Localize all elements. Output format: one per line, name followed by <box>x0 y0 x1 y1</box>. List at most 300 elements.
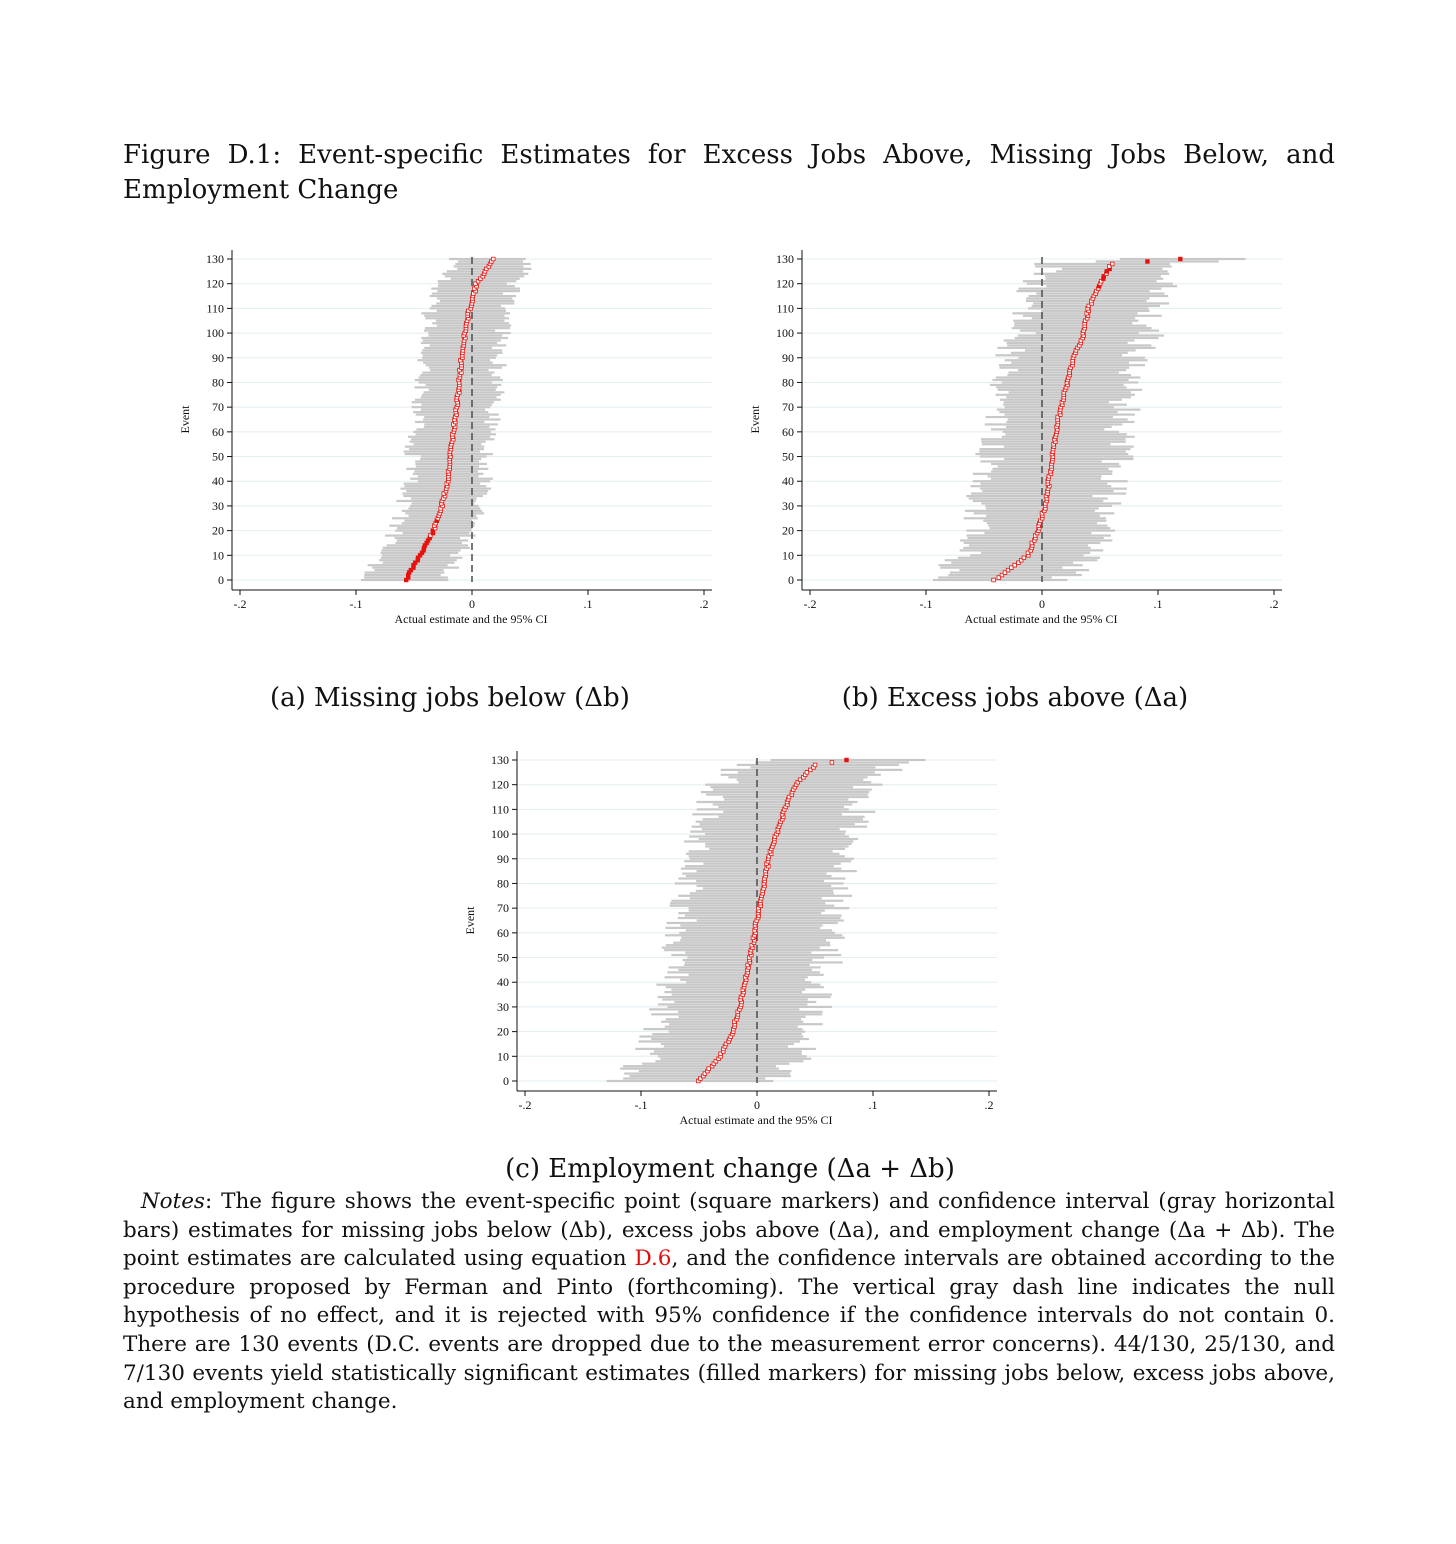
ci-bar <box>679 1016 806 1018</box>
ci-bar <box>997 409 1141 411</box>
notes-lead: Notes <box>140 1189 205 1214</box>
y-tick-label: 80 <box>212 375 224 390</box>
ci-bar <box>1036 292 1164 294</box>
ci-bar <box>966 495 1092 497</box>
point-estimate <box>813 763 817 767</box>
y-tick-label: 90 <box>212 350 224 365</box>
ci-bar <box>685 914 842 916</box>
y-tick-label: 50 <box>497 950 509 965</box>
ci-bar <box>1035 265 1172 267</box>
ci-bar <box>670 905 835 907</box>
ci-bar <box>426 384 502 386</box>
y-tick-label: 90 <box>497 851 509 866</box>
ci-bar <box>437 290 520 292</box>
ci-bar <box>1046 285 1177 287</box>
y-tick-label: 90 <box>782 350 794 365</box>
ci-bar <box>368 564 448 566</box>
ci-bar <box>620 1068 779 1070</box>
y-tick-label: 100 <box>491 827 509 842</box>
ci-bar <box>987 475 1101 477</box>
y-tick-label: 110 <box>206 301 224 316</box>
ci-bar <box>1033 302 1169 304</box>
ci-bar <box>662 947 820 949</box>
ci-bar <box>654 1050 802 1052</box>
ci-bar <box>669 1023 822 1025</box>
ci-bar <box>430 344 507 346</box>
ci-bar <box>680 979 805 981</box>
ci-bar <box>682 872 826 874</box>
ci-bar <box>667 922 838 924</box>
ci-bar <box>667 971 820 973</box>
ci-bar <box>951 562 1073 564</box>
ci-bar <box>660 1058 811 1060</box>
y-tick-label: 60 <box>782 424 794 439</box>
ci-bar <box>1056 270 1167 272</box>
ci-bar <box>423 418 500 420</box>
ci-bar <box>678 895 852 897</box>
ci-bar <box>1002 436 1135 438</box>
ci-bar <box>950 571 1076 573</box>
y-tick-label: 120 <box>206 276 224 291</box>
ci-bar <box>684 840 853 842</box>
ci-bar <box>431 305 501 307</box>
ci-bar <box>1014 325 1147 327</box>
y-tick-label: 40 <box>497 975 509 990</box>
ci-bar <box>981 483 1108 485</box>
y-tick-label: 120 <box>776 276 794 291</box>
ci-bar <box>697 808 849 810</box>
ci-bar <box>666 944 831 946</box>
ci-bar <box>998 389 1142 391</box>
ci-bar <box>965 510 1095 512</box>
ci-bar <box>364 574 440 576</box>
ci-bar <box>669 1031 806 1033</box>
y-tick-label: 80 <box>782 375 794 390</box>
ci-bar <box>397 539 468 541</box>
ci-bar <box>671 989 805 991</box>
ci-bar <box>678 1011 823 1013</box>
ci-bar <box>665 976 808 978</box>
ci-bar <box>1028 295 1168 297</box>
ci-bar <box>1003 404 1127 406</box>
ci-bar <box>656 984 820 986</box>
x-tick-label: .2 <box>699 597 709 611</box>
ci-bar <box>1013 320 1138 322</box>
y-tick-label: 0 <box>218 573 224 587</box>
ci-bar <box>665 927 820 929</box>
ci-bar <box>672 993 832 995</box>
ci-bar <box>1006 396 1131 398</box>
ci-bar <box>988 525 1107 527</box>
y-tick-label: 20 <box>497 1024 509 1039</box>
y-tick-label: 20 <box>782 523 794 538</box>
x-tick-label: 0 <box>469 597 475 611</box>
ci-bar <box>1015 337 1159 339</box>
notes-text-1: : The figure shows the event-specific point (square markers) and confidence interval (gray horizontal bars) estimates for missing jobs below (Δb), excess jobs above (Δa), and employment change (Δa + Δb). The point estimates are calculated using equation <box>123 1189 1335 1272</box>
ci-bar <box>412 401 494 403</box>
x-axis-label: Actual estimate and the 95% CI <box>394 612 548 626</box>
ci-bar <box>705 843 851 845</box>
y-axis-label: Event <box>748 405 762 434</box>
ci-bar <box>639 1070 792 1072</box>
ci-bar <box>959 569 1089 571</box>
ci-bar <box>415 421 485 423</box>
ci-bar <box>1004 401 1109 403</box>
ci-bar <box>404 483 480 485</box>
y-tick-label: 30 <box>782 498 794 513</box>
ci-bar <box>1008 418 1128 420</box>
ci-bar <box>607 1080 774 1082</box>
ci-bar <box>963 547 1090 549</box>
ci-bar <box>998 465 1121 467</box>
y-tick-label: 60 <box>212 424 224 439</box>
ci-bar <box>687 956 824 958</box>
notes-text-2: , and the confidence intervals are obtained according to the procedure proposed by Ferman and Pinto (forthcoming). The vertical gray dash line indicates the null hypothesis of no effect, and it is rejected with 95% confidence if the confidence intervals do not contain 0. There are 130 events (D.C. events are dropped due to the measurement error concerns). 44/130, 25/130, and 7/130 events yield statistically significant estimates (filled markers) for missing jobs below, excess jobs above, and employment change. <box>123 1246 1335 1415</box>
point-estimate <box>992 578 996 582</box>
ci-bar <box>658 1003 807 1005</box>
ci-bar <box>981 502 1121 504</box>
ci-bar <box>686 981 811 983</box>
ci-bar <box>678 969 811 971</box>
y-tick-label: 70 <box>212 400 224 415</box>
ci-bar <box>990 384 1124 386</box>
ci-bar <box>424 391 505 393</box>
ci-bar <box>689 835 849 837</box>
ci-bar <box>711 786 854 788</box>
ci-bar <box>948 574 1081 576</box>
y-tick-label: 40 <box>212 474 224 489</box>
ci-bar <box>1019 288 1162 290</box>
chart-panel-a <box>172 240 720 640</box>
caption-a: (a) Missing jobs below (Δb) <box>270 683 630 713</box>
caption-c: (c) Employment change (Δa + Δb) <box>505 1154 955 1184</box>
point-estimate <box>1110 262 1114 266</box>
y-tick-label: 130 <box>776 252 794 266</box>
ci-bar <box>424 315 504 317</box>
ci-bar <box>432 292 503 294</box>
ci-bar <box>1026 300 1147 302</box>
ci-bar <box>389 525 474 527</box>
ci-bar <box>686 853 840 855</box>
ci-bar <box>689 974 824 976</box>
y-tick-label: 60 <box>497 925 509 940</box>
ci-bar <box>440 300 514 302</box>
x-tick-label: -.1 <box>634 1098 648 1112</box>
ci-bar <box>667 1006 832 1008</box>
point-estimate-significant <box>1179 257 1183 261</box>
ci-bar <box>985 505 1112 507</box>
panel-a <box>172 240 720 640</box>
ci-bar <box>692 813 842 815</box>
ci-bar <box>686 929 832 931</box>
ci-bar <box>971 485 1112 487</box>
ci-bar <box>1041 310 1149 312</box>
x-tick-label: 0 <box>754 1098 760 1112</box>
ci-bar <box>658 1055 807 1057</box>
x-tick-label: .2 <box>1269 597 1279 611</box>
ci-bar <box>1004 458 1133 460</box>
x-tick-label: -.2 <box>518 1098 532 1112</box>
ci-bar <box>1120 258 1245 260</box>
ci-bar <box>417 359 490 361</box>
y-tick-label: 10 <box>497 1049 509 1064</box>
ci-bar <box>1005 359 1148 361</box>
ci-bar <box>415 386 498 388</box>
ci-bar <box>721 774 881 776</box>
ci-bar <box>650 1053 802 1055</box>
ci-bar <box>689 850 833 852</box>
ci-bar <box>713 803 853 805</box>
ci-bar <box>1003 431 1119 433</box>
ci-bar <box>415 460 479 462</box>
ci-bar <box>702 828 840 830</box>
ci-bar <box>428 332 510 334</box>
ci-bar <box>1008 371 1118 373</box>
ci-bar <box>639 1040 801 1042</box>
y-tick-label: 100 <box>776 326 794 341</box>
ci-bar <box>680 924 822 926</box>
ci-bar <box>996 386 1126 388</box>
x-tick-label: .2 <box>984 1098 994 1112</box>
ci-bar <box>981 552 1090 554</box>
y-tick-label: 120 <box>491 777 509 792</box>
ci-bar <box>681 868 842 870</box>
ci-bar <box>420 374 491 376</box>
ci-bar <box>964 517 1106 519</box>
ci-bar <box>685 961 843 963</box>
ci-bar <box>424 347 492 349</box>
ci-bar <box>639 1035 803 1037</box>
ci-bar <box>980 460 1101 462</box>
point-estimate <box>491 257 495 261</box>
ci-bar <box>992 379 1128 381</box>
ci-bar <box>690 831 846 833</box>
ci-bar <box>396 500 475 502</box>
ci-bar <box>991 428 1104 430</box>
ci-bar <box>432 322 509 324</box>
ci-bar <box>669 966 821 968</box>
ci-bar <box>1062 268 1162 270</box>
ci-bar <box>986 416 1113 418</box>
ci-bar <box>1004 446 1134 448</box>
ci-bar <box>1006 421 1134 423</box>
ci-bar <box>697 919 844 921</box>
ci-bar <box>408 436 490 438</box>
ci-bar <box>1034 273 1169 275</box>
y-tick-label: 110 <box>491 802 509 817</box>
ci-bar <box>718 806 844 808</box>
ci-bar <box>718 816 864 818</box>
y-tick-label: 20 <box>212 523 224 538</box>
ci-bar <box>404 451 480 453</box>
y-tick-label: 70 <box>782 400 794 415</box>
equation-ref-link[interactable]: D.6 <box>634 1246 672 1272</box>
ci-bar <box>705 845 848 847</box>
ci-bar <box>664 991 802 993</box>
y-tick-label: 30 <box>497 999 509 1014</box>
ci-bar <box>630 1075 791 1077</box>
ci-bar <box>1011 352 1128 354</box>
ci-bar <box>1018 334 1164 336</box>
ci-bar <box>652 1033 802 1035</box>
point-estimate-significant <box>845 758 849 762</box>
ci-bar <box>990 527 1111 529</box>
ci-bar <box>643 1028 802 1030</box>
y-tick-label: 110 <box>776 301 794 316</box>
ci-bar <box>365 571 445 573</box>
ci-bar <box>980 488 1127 490</box>
ci-bar <box>662 998 808 1000</box>
ci-bar <box>421 409 485 411</box>
figure-notes <box>123 1188 1335 1417</box>
ci-bar <box>701 791 870 793</box>
y-tick-label: 0 <box>788 573 794 587</box>
x-tick-label: -.1 <box>919 597 933 611</box>
ci-bar <box>418 480 490 482</box>
ci-bar <box>421 455 487 457</box>
x-axis-label: Actual estimate and the 95% CI <box>964 612 1118 626</box>
ci-bar <box>1036 332 1139 334</box>
point-estimate <box>830 761 834 765</box>
ci-bar <box>709 848 845 850</box>
y-tick-label: 10 <box>782 548 794 563</box>
ci-bar <box>738 781 871 783</box>
ci-bar <box>969 497 1108 499</box>
ci-bar <box>1018 357 1145 359</box>
ci-bar <box>410 441 486 443</box>
ci-bar <box>403 532 470 534</box>
y-tick-label: 50 <box>212 449 224 464</box>
x-tick-label: .1 <box>583 597 593 611</box>
ci-bar <box>423 362 493 364</box>
x-tick-label: 0 <box>1039 597 1045 611</box>
point-estimate <box>1022 556 1026 560</box>
y-tick-label: 80 <box>497 876 509 891</box>
x-tick-label: -.2 <box>233 597 247 611</box>
ci-bar <box>1032 305 1160 307</box>
point-estimate-significant <box>1146 260 1150 264</box>
ci-bar <box>429 389 496 391</box>
ci-bar <box>1023 280 1157 282</box>
ci-bar <box>723 811 875 813</box>
ci-bar <box>1004 413 1134 415</box>
x-axis-label: Actual estimate and the 95% CI <box>679 1113 833 1127</box>
ci-bar <box>678 912 821 914</box>
ci-bar <box>429 367 502 369</box>
ci-bar <box>1026 297 1149 299</box>
ci-bar <box>690 897 822 899</box>
ci-bar <box>1004 339 1135 341</box>
ci-bar <box>421 342 497 344</box>
ci-bar <box>973 473 1112 475</box>
ci-bar <box>685 865 834 867</box>
y-tick-label: 70 <box>497 901 509 916</box>
point-estimate <box>1013 563 1017 567</box>
y-tick-label: 30 <box>212 498 224 513</box>
ci-bar <box>413 411 488 413</box>
y-tick-label: 0 <box>503 1074 509 1088</box>
ci-bar <box>424 330 495 332</box>
caption-b: (b) Excess jobs above (Δa) <box>841 683 1189 713</box>
ci-bar <box>703 887 848 889</box>
ci-bar <box>671 954 841 956</box>
ci-bar <box>457 268 531 270</box>
ci-bar <box>436 302 514 304</box>
ci-bar <box>686 875 832 877</box>
ci-bar <box>985 423 1123 425</box>
ci-bar <box>656 1060 804 1062</box>
ci-bar <box>412 406 491 408</box>
x-tick-label: .1 <box>868 1098 878 1112</box>
y-tick-label: 40 <box>782 474 794 489</box>
figure-title: Figure D.1: Event-specific Estimates for Excess Jobs Above, Missing Jobs Below, and Employment Change <box>123 140 1335 205</box>
ci-bar <box>408 515 476 517</box>
ci-bar <box>623 1065 776 1067</box>
ci-bar <box>737 764 899 766</box>
ci-bar <box>670 902 825 904</box>
ci-bar <box>995 354 1122 356</box>
ci-bar <box>973 500 1103 502</box>
chart-panel-c <box>457 741 1005 1141</box>
ci-bar <box>674 1001 816 1003</box>
x-tick-label: .1 <box>1153 597 1163 611</box>
y-tick-label: 50 <box>782 449 794 464</box>
ci-bar <box>1012 312 1137 314</box>
y-axis-label: Event <box>463 906 477 935</box>
ci-bar <box>703 863 840 865</box>
ci-bar <box>1011 362 1129 364</box>
ci-bar <box>983 520 1106 522</box>
ci-bar <box>1005 433 1126 435</box>
ci-bar <box>940 567 1062 569</box>
ci-bar <box>689 907 850 909</box>
y-tick-label: 10 <box>212 548 224 563</box>
ci-bar <box>696 880 824 882</box>
ci-bar <box>1023 315 1162 317</box>
point-estimate <box>707 1067 711 1071</box>
ci-bar <box>449 258 526 260</box>
ci-bar <box>437 325 511 327</box>
x-tick-label: -.1 <box>349 597 363 611</box>
ci-bar <box>623 1077 765 1079</box>
ci-bar <box>410 478 493 480</box>
y-tick-label: 100 <box>206 326 224 341</box>
y-tick-label: 130 <box>491 753 509 767</box>
ci-bar <box>699 838 859 840</box>
ci-bar <box>649 1008 799 1010</box>
ci-bar <box>1014 322 1132 324</box>
y-tick-label: 130 <box>206 252 224 266</box>
ci-bar <box>1007 342 1128 344</box>
ci-bar <box>980 455 1133 457</box>
ci-bar <box>697 870 857 872</box>
ci-bar <box>1002 381 1138 383</box>
panel-c <box>457 741 1005 1141</box>
chart-panel-b <box>742 240 1290 640</box>
ci-bar <box>982 443 1110 445</box>
ci-bar <box>696 801 857 803</box>
ci-bar <box>723 796 869 798</box>
x-tick-label: -.2 <box>803 597 817 611</box>
ci-bar <box>1000 367 1130 369</box>
ci-bar <box>451 278 520 280</box>
ci-bar <box>690 858 854 860</box>
ci-bar <box>1020 330 1159 332</box>
ci-bar <box>991 463 1119 465</box>
ci-bar <box>1009 391 1131 393</box>
ci-bar <box>426 364 507 366</box>
panel-b <box>742 240 1290 640</box>
